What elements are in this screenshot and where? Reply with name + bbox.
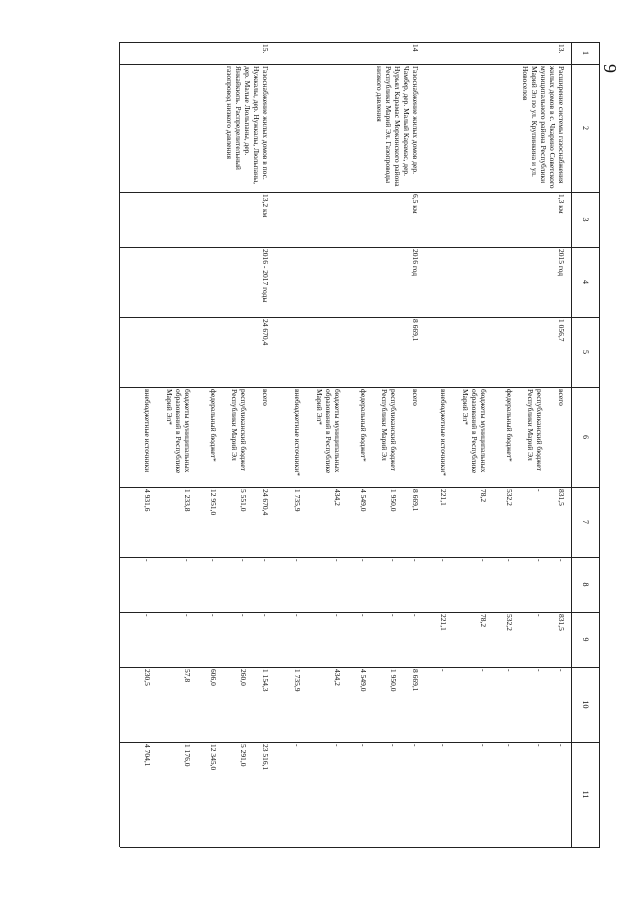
estimated-cost: 24 670,4 [261,319,270,346]
funding-value: - [333,614,342,617]
funding-value: 831,5 [557,614,566,631]
column-header-11: 11 [581,790,590,799]
funding-value: - [183,614,192,617]
funding-source-label: бюджеты муниципальных образований в Республике Марий Эл* [165,389,192,474]
funding-value: - [389,614,398,617]
funding-source-label: внебюджетные источники* [293,389,302,476]
funding-value: - [439,744,448,747]
funding-value: - [505,744,514,747]
funding-value: 4 549,0 [359,489,368,512]
column-header-2: 2 [581,126,590,130]
funding-value: - [557,669,566,672]
object-name: Расширение системы газоснабжения жилых домов в с. Чкарино Советского муниципального района Республики Марий Эл по ул. Крупинкина и ул. Новоселов [521,66,566,189]
funding-value: - [557,744,566,747]
implementation-period: 2015 год [557,249,566,277]
funding-value: 4 931,6 [143,489,152,512]
funding-value: 23 516,1 [261,744,270,771]
funding-value: - [505,669,514,672]
funding-value: 260,0 [239,669,248,686]
estimated-cost: 1 056,7 [557,319,566,342]
funding-value: - [333,559,342,562]
funding-source-label: внебюджетные источники* [439,389,448,476]
funding-value: - [389,744,398,747]
funding-value: - [535,744,544,747]
funding-value: - [209,559,218,562]
funding-value: 1 950,0 [389,489,398,512]
funding-value: - [333,744,342,747]
funding-value: - [143,614,152,617]
row-divider [571,42,572,847]
funding-value: - [411,744,420,747]
funding-source-label: внебюджетные источники [143,389,152,473]
funding-value: - [439,669,448,672]
funding-value: - [557,559,566,562]
column-divider [120,247,600,248]
funding-value: 57,8 [183,669,192,683]
funding-value: - [411,614,420,617]
funding-value: - [261,559,270,562]
row-number: 14 [411,44,420,52]
row-number: 15. [261,44,270,54]
funding-value: 5 291,0 [239,744,248,767]
funding-source-label: республиканский бюджет Республики Марий Эл [380,389,398,471]
funding-source-label: федеральный бюджет* [505,389,514,462]
column-divider [120,557,600,558]
funding-value: 1 735,9 [293,669,302,692]
column-divider [120,64,600,65]
page-number: 9 [600,64,620,73]
column-header-5: 5 [581,350,590,354]
funding-value: 1 950,0 [389,669,398,692]
funding-source-label: республиканский бюджет Республики Марий Эл [526,389,544,471]
column-divider [120,192,600,193]
funding-value: - [479,744,488,747]
estimated-cost: 8 669,1 [411,319,420,342]
funding-value: - [359,559,368,562]
funding-value: 12 951,0 [209,489,218,516]
column-divider [120,847,600,848]
column-header-6: 6 [581,435,590,439]
implementation-period: 2016 год [411,249,420,277]
column-header-1: 1 [581,51,590,55]
funding-value: - [535,614,544,617]
funding-value: 5 551,0 [239,489,248,512]
funding-value: - [209,614,218,617]
funding-value: - [293,744,302,747]
funding-value: - [411,559,420,562]
funding-value: 1 154,3 [261,669,270,692]
column-divider [120,387,600,388]
funding-value: 532,2 [505,614,514,631]
funding-value: - [359,744,368,747]
funding-source-label: всего [411,389,420,406]
object-name: Газоснабжение жилых домов дер. Чамбер, дер. Малый Карамас, дер. Нурьял Карамас Моркинского района Республики Марий Эл. Газопроводы низкого давления [375,66,420,187]
funding-value: - [389,559,398,562]
funding-value: 78,2 [479,614,488,628]
funding-value: 221,1 [439,614,448,631]
funding-value: - [293,559,302,562]
funding-value: 8 669,1 [411,489,420,512]
row-number: 13. [557,44,566,54]
pipeline-length: 1,3 км [557,194,566,214]
column-divider [120,487,600,488]
funding-source-label: всего [557,389,566,406]
funding-value: - [439,559,448,562]
funding-source-label: федеральный бюджет* [359,389,368,462]
object-name: Газоснабжение жилых домов в пос. Нужкалы, дер. Нужкалы, Люльпаны, дер. Малые Люльпаны, дер. Янкайкюпь. Распределительный газопровод низкого давления [225,66,270,184]
funding-value: 1 233,8 [183,489,192,512]
row-divider [599,42,600,847]
funding-value: - [479,559,488,562]
column-header-9: 9 [581,637,590,642]
funding-value: - [239,559,248,562]
row-divider [119,42,120,847]
funding-value: - [479,669,488,672]
funding-value: - [183,559,192,562]
column-divider [120,42,600,43]
funding-source-label: всего [261,389,270,406]
funding-value: 606,0 [209,669,218,686]
pipeline-length: 6,5 км [411,194,420,214]
funding-value: 434,2 [333,489,342,506]
funding-value: - [535,559,544,562]
funding-value: 12 345,0 [209,744,218,771]
column-divider [120,612,600,613]
funding-value: - [505,559,514,562]
funding-value: 4 704,1 [143,744,152,767]
column-header-8: 8 [581,582,590,587]
budget-table [120,42,600,847]
funding-value: 221,1 [439,489,448,506]
column-divider [120,317,600,318]
column-header-4: 4 [581,280,590,284]
funding-value: 8 669,1 [411,669,420,692]
funding-value: 230,5 [143,669,152,686]
column-header-3: 3 [581,217,590,222]
funding-value: 4 549,0 [359,669,368,692]
funding-value: 434,2 [333,669,342,686]
column-divider [120,667,600,668]
funding-value: - [143,559,152,562]
funding-source-label: бюджеты муниципальных образований в Республике Марий Эл* [315,389,342,474]
column-divider [120,742,600,743]
funding-value: 1 735,9 [293,489,302,512]
funding-value: 532,2 [505,489,514,506]
pipeline-length: 13,2 км [261,194,270,218]
funding-source-label: федеральный бюджет* [209,389,218,462]
funding-value: - [239,614,248,617]
funding-value: - [293,614,302,617]
funding-value: - [535,669,544,672]
implementation-period: 2016 - 2017 годы [261,249,270,303]
funding-value: - [261,614,270,617]
funding-value: - [535,489,544,492]
funding-value: 78,2 [479,489,488,503]
funding-source-label: республиканский бюджет Республики Марий Эл [230,389,248,471]
funding-value: 24 670,4 [261,489,270,516]
column-header-7: 7 [581,520,590,524]
funding-value: - [359,614,368,617]
column-header-10: 10 [581,700,590,709]
funding-source-label: бюджеты муниципальных образований в Республике Марий Эл* [461,389,488,474]
funding-value: 831,5 [557,489,566,506]
funding-value: 1 176,0 [183,744,192,767]
